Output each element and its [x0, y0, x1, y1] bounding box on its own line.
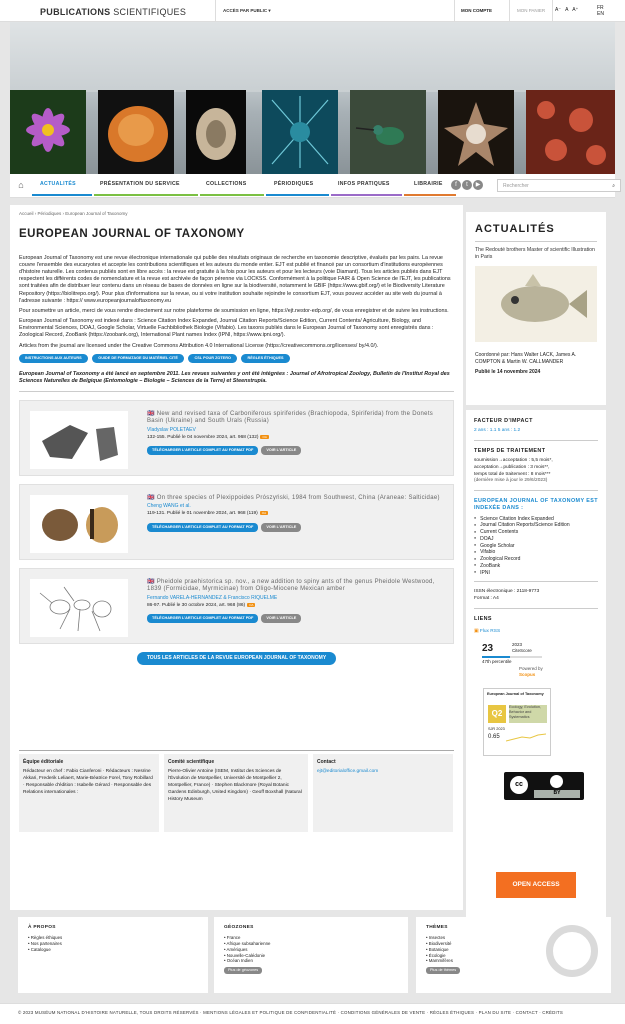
creative-commons-badge[interactable]: cc BY: [504, 772, 584, 800]
article-author[interactable]: Fernando VARELA-HERNANDEZ & Francisco RIQUELME: [147, 594, 278, 601]
open-access-badge: OA: [262, 434, 267, 439]
shell-image: [186, 90, 246, 174]
view-article-button[interactable]: VOIR L'ARTICLE: [261, 446, 301, 455]
intro-paragraph: European Journal of Taxonomy est une revue électronique internationale qui publie des résultats originaux de recherche en taxonomie descriptive, évalués par les pairs. La revue couvre l'ensemble des eucaryotes et accepte les contributions scientifiques et les auteurs du monde entier. EJT est publié et financé par un consortium d'institutions européennes d'histoire naturelle. Les contenus publiés sont en libre accès : la revue est gratuite à la fois pour les auteurs et pour les lecteurs (voie Diamant). Tous les articles publiés dans EJT respectent les différents codes de nomenclature et la revue est archivée de façon pérenne via LOCKSS. Conformément à la politique FAIR & Open Science de l'EJT, les publications sont traitées afin de distribuer leur contenu dans un réseau de bases de données en ligne sur la biodiversité, notamment le GBIF (https://www.gbif.org/) et le Biodiversity Literature Repository (https://biolitrepo.org/). Pour plus d'informations sur la revue, ou si votre institution souhaite rejoindre le consortium EJT, vous pouvez accéder au site web du journal à l'adresse suivante : https:// www.europeanjournaloftaxonomy.eu: [19, 254, 451, 304]
open-access-badge: OA: [261, 511, 267, 516]
search-input[interactable]: Rechercher ⌕: [497, 179, 621, 192]
footer-legal: © 2023 MUSÉUM NATIONAL D'HISTOIRE NATURELLE, TOUS DROITS RÉSERVÉS · MENTIONS LÉGALES ET POLITIQUE DE CONFIDENTIALITÉ · CONDITIONS GÉNÉRALES DE VENTE · RÈGLES ÉTHIQUES · PLAN DU SITE · CONTACT · CRÉDITS: [0, 1003, 625, 1024]
format: Format : A4: [474, 596, 499, 602]
diatom-image: [262, 90, 338, 174]
indexing-paragraph: European Journal of Taxonomy est indexé dans : Science Citation Index Expanded, Journal Citation Reports/Science Edition, Current Contents/ Agriculture, Biology, and Environmental Sciences, DOAJ, Google Scholar, Virtuelle Fachbibliothek Biologie (Vifabio). Les taxons publiés dans le European Journal of Taxonomy sont enregistrés dans : Zoological Record, ZooBank (https://zoobank.org), International Plant names Index (IPNI, https://www.ipni.org/).: [19, 318, 434, 339]
header-banner: [10, 22, 615, 174]
article-meta: 119-131. Publié le 01 novembre 2024, art. 968 (119) OA: [147, 511, 267, 517]
article-card: [19, 568, 454, 644]
scimago-widget[interactable]: European Journal of Taxonomy Q2 Ecology, Evolution, Behavior and Systematics SJR 2023 0.65: [483, 688, 551, 756]
footer-link[interactable]: • Catalogue: [28, 947, 198, 953]
page-title: EUROPEAN JOURNAL OF TAXONOMY: [19, 228, 245, 241]
lichen-image: [526, 90, 615, 174]
journal-description: [19, 255, 454, 350]
zotero-csl-button[interactable]: CSL POUR ZOTERO: [188, 354, 236, 363]
more-themes-button[interactable]: Plus de thèmes: [426, 967, 460, 974]
footer-link[interactable]: • Règles éthiques: [28, 935, 198, 941]
indexed-list: [474, 516, 598, 577]
footer-themes: THÈMES • Insectes • Biodiversité • Botanique • Écologie • Mammifères Plus de thèmes: [416, 917, 611, 993]
hummingbird-image: [350, 90, 426, 174]
article-card: [19, 400, 454, 476]
article-title[interactable]: 🇬🇧 New and revised taxa of Carboniferous spiriferides (Brachiopoda, Spiriferida) from the Donets Basin (Ukraine) and South Urals (Russia): [147, 410, 434, 425]
cart-link[interactable]: MON PANIER: [511, 0, 553, 22]
attribution-icon: [550, 775, 563, 788]
breadcrumb[interactable]: Accueil › Périodiques › European Journal of Taxonomy: [19, 211, 128, 216]
list-item: ■ Science Citation Index Expanded: [474, 516, 598, 523]
download-pdf-button[interactable]: TÉLÉCHARGER L'ARTICLE COMPLET AU FORMAT PDF: [147, 523, 258, 532]
twitter-icon[interactable]: t: [462, 180, 472, 190]
view-article-button[interactable]: VOIR L'ARTICLE: [261, 523, 301, 532]
youtube-icon[interactable]: ▶: [473, 180, 483, 190]
rss-icon: ▣: [474, 629, 479, 635]
view-article-button[interactable]: VOIR L'ARTICLE: [261, 614, 301, 623]
ant-drawing-image: [30, 579, 128, 637]
main-content: [10, 205, 463, 910]
nav-underline: [331, 194, 402, 196]
open-access-logo[interactable]: OPEN ACCESS: [496, 872, 576, 898]
article-author[interactable]: Vladyslav POLETAEV: [147, 426, 196, 433]
footer-link[interactable]: • Océan Indien: [224, 958, 398, 964]
list-item: ■ Google Scholar: [474, 543, 598, 550]
scientific-committee: Comité scientifique Pierre-Olivier Antoine (ISEM, Institut des Sciences de l'Évolution de Montpellier, Université de Montpellier 2, Montpellier, France) · Stephen Blackmore (Royal Botanic Gardens Edinburgh, United Kingdom) · Geoff Boxshall (Natural History Museum: [164, 754, 308, 832]
top-bar: [0, 0, 625, 22]
editorial-board: [19, 750, 454, 832]
nav-librairie[interactable]: LIBRAIRIE: [414, 181, 443, 187]
news-date: Publié le 14 novembre 2024: [475, 369, 541, 376]
news-title[interactable]: The Redouté brothers Master of scientific Illustration in Paris: [475, 246, 595, 260]
footer-link[interactable]: • Amériques: [224, 947, 398, 953]
nav-presentation[interactable]: PRÉSENTATION DU SERVICE: [100, 181, 180, 187]
contact: Contact ejt@editorialoffice.gmail.com: [313, 754, 453, 832]
nav-underline: [200, 194, 264, 196]
journal-history: European Journal of Taxonomy a été lancé en septembre 2011. Les revues suivantes y ont été intégrées : Journal of Afrotropical Zoology, Bulletin de l'Institut Royal des Sciences Naturelles de Belgique (Entomologie – Biologie – Sciences de la Terre) et Steenstrupia.: [19, 371, 454, 392]
submission-paragraph: Pour soumettre un article, merci de vous rendre directement sur notre plateforme de soumission en ligne, https://ejt.nestor-edp.org/, de vous enregistrer et de suivre les instructions.: [19, 307, 449, 314]
article-title[interactable]: 🇬🇧 Pheidole praehistorica sp. nov., a new addition to spiny ants of the genus Pheidole Westwood, 1839 (Formicidae, Myrmicinae) from Oligo-Miocene Mexican amber: [147, 578, 435, 593]
language-switcher[interactable]: FR EN: [597, 5, 604, 17]
water-lily-image: [10, 90, 86, 174]
article-meta: 86-97. Publié le 30 octobre 2024, art. 968 (86) OA: [147, 602, 254, 608]
formatting-guide-button[interactable]: GUIDE DE FORMATAGE DU MATÉRIEL CITÉ: [92, 354, 184, 363]
sjr-sparkline: [506, 729, 546, 745]
contact-email-link[interactable]: ejt@editorialoffice.gmail.com: [317, 769, 379, 775]
footer-link[interactable]: • France: [224, 935, 398, 941]
license-paragraph: Articles from the journal are licensed under the Creative Commons Attribution 4.0 International License (https://creativecommons.org/licenses/ by/4.0/).: [19, 342, 379, 349]
footer-about: À PROPOS • Règles éthiques • Nos partenaires • Catalogue: [18, 917, 208, 993]
article-title[interactable]: 🇬🇧 On three species of Plexippoides Prószyński, 1984 from Southwest, China (Araneae: Salticidae): [147, 494, 440, 501]
footer-geozones: GÉOZONES • France • Afrique subsaharienne • Amériques • Nouvelle-Calédonie • Océan Indien Plus de géozones: [214, 917, 408, 993]
ethics-button[interactable]: RÈGLES ÉTHIQUES: [241, 354, 289, 363]
open-access-badge: OA: [249, 602, 254, 607]
open-access-widget: [466, 858, 606, 908]
nav-collections[interactable]: COLLECTIONS: [206, 181, 247, 187]
article-meta: 132-155. Publié le 04 novembre 2024, art. 968 (132) OA: [147, 434, 267, 440]
nav-underline: [32, 194, 92, 196]
list-item: ■ Journal Citation Reports/Science Edition: [474, 522, 598, 529]
list-item: ■ DOAJ: [474, 536, 598, 543]
indexed-heading: EUROPEAN JOURNAL OF TAXONOMY EST INDEXÉE DANS :: [474, 498, 598, 512]
footer-link[interactable]: • Insectes: [426, 935, 601, 941]
list-item: ■ IPNI: [474, 570, 598, 577]
impact-values: 2 ans : 1.1 5 ans : 1.2: [474, 428, 521, 434]
news-heading: ACTUALITÉS: [475, 222, 597, 242]
download-pdf-button[interactable]: TÉLÉCHARGER L'ARTICLE COMPLET AU FORMAT PDF: [147, 614, 258, 623]
nav-actualites[interactable]: ACTUALITÉS: [40, 181, 76, 187]
search-icon[interactable]: ⌕: [612, 183, 615, 189]
fish-illustration[interactable]: [475, 266, 597, 342]
banner-sky: [10, 22, 615, 92]
impact-heading: FACTEUR D'IMPACT: [474, 418, 533, 424]
article-card: [19, 484, 454, 560]
site-logo[interactable]: PUBLICATIONS SCIENTIFIQUES: [40, 7, 187, 17]
footer-link[interactable]: • Mammifères: [426, 958, 601, 964]
links-heading: LIENS: [474, 615, 492, 622]
all-articles-button[interactable]: TOUS LES ARTICLES DE LA REVUE EUROPEAN JOURNAL OF TAXONOMY: [137, 652, 336, 665]
font-size-controls[interactable]: A⁻ A A⁺: [555, 7, 579, 13]
author-instructions-button[interactable]: INSTRUCTIONS AUX AUTEURS: [19, 354, 88, 363]
coral-image: [98, 90, 174, 174]
processing-time-heading: TEMPS DE TRAITEMENT: [474, 448, 546, 454]
rss-link[interactable]: ▣ Flux RSS: [474, 629, 501, 635]
footer-link[interactable]: • Nouvelle-Calédonie: [224, 953, 398, 959]
footer-link[interactable]: • Écologie: [426, 953, 601, 959]
home-icon[interactable]: ⌂: [18, 180, 24, 190]
more-geozones-button[interactable]: Plus de géozones: [224, 967, 262, 974]
list-item: ■ Zoological Record: [474, 556, 598, 563]
list-item: ■ Current Contents: [474, 529, 598, 536]
brachiopod-fossil-image: [30, 411, 128, 469]
footer-link[interactable]: • Botanique: [426, 947, 601, 953]
processing-time: soumission→acceptation : 5,5 mois*, acceptation→publication : 3 mois**, temps total de traitement : 8 mois*** (dernière mise à jour le 29/6/2023): [474, 458, 553, 484]
footer-link[interactable]: • Nos partenaires: [28, 941, 198, 947]
main-navigation: [10, 174, 615, 198]
list-item: ■ ZooBank: [474, 563, 598, 570]
nav-underline: [94, 194, 198, 196]
news-coordinators: Coordonné par: Hans Walter LACK, James A. COMPTON & Martin W. CALLMANDER: [475, 351, 577, 365]
footer-link[interactable]: • Biodiversité: [426, 941, 601, 947]
spider-image: [30, 495, 128, 553]
nav-periodiques[interactable]: PÉRIODIQUES: [274, 181, 314, 187]
magnifier-icon: [546, 925, 598, 977]
editorial-team: Équipe éditoriale Rédacteur en chef : Fabio Cianferoni · Rédacteurs : Nesrine Akkari, Frederik Leliaert, Marie-Béatrice Forel, Tony Robillard · Responsable d'édition : Isabelle Gérard · Responsable des Relations internationales :: [19, 754, 159, 832]
issn: ISSN électronique : 2118-9773: [474, 589, 540, 595]
facebook-icon[interactable]: f: [451, 180, 461, 190]
nav-underline: [404, 194, 456, 196]
footer-link[interactable]: • Afrique subsaharienne: [224, 941, 398, 947]
download-pdf-button[interactable]: TÉLÉCHARGER L'ARTICLE COMPLET AU FORMAT PDF: [147, 446, 258, 455]
nav-infos-pratiques[interactable]: INFOS PRATIQUES: [338, 181, 390, 187]
list-item: ■ Vifabio: [474, 549, 598, 556]
issn-block: [474, 589, 598, 608]
nav-underline: [266, 194, 329, 196]
news-widget: [466, 212, 606, 405]
access-by-audience-menu[interactable]: ACCÈS PAR PUBLIC ▾: [215, 0, 455, 22]
citescore-widget[interactable]: 23 2023 CiteScore 47th percentile Powered by Scopus: [482, 641, 543, 677]
earthstar-fungus-image: [438, 90, 514, 174]
my-account-link[interactable]: MON COMPTE: [455, 0, 510, 22]
cc-icon: cc: [510, 776, 528, 794]
journal-links: [19, 354, 454, 363]
article-author[interactable]: Cheng WANG et al.: [147, 503, 191, 510]
